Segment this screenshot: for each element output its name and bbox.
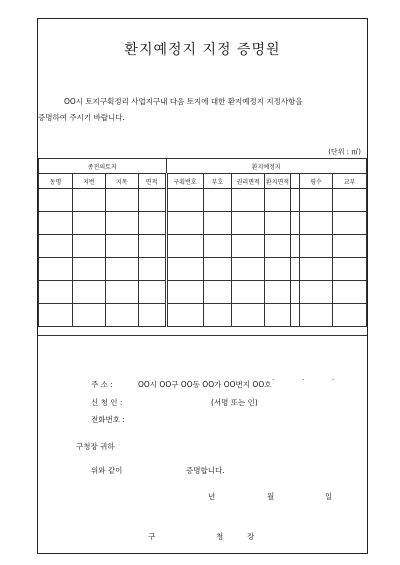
table-cell[interactable] <box>290 235 299 258</box>
table-cell[interactable] <box>203 235 232 258</box>
date-month: 월 <box>267 492 275 501</box>
table-column-header-row <box>39 174 367 189</box>
request-text-line-1: OO시 토지구획정리 사업지구내 다음 토지에 대한 환지예정지 지정사항을 <box>64 97 303 106</box>
table-cell[interactable] <box>138 189 166 212</box>
table-cell[interactable] <box>105 235 138 258</box>
table-cell[interactable] <box>72 235 105 258</box>
table-cell[interactable] <box>72 281 105 304</box>
column-header: 지번 <box>72 174 105 189</box>
table-cell[interactable] <box>333 212 367 235</box>
table-cell[interactable] <box>39 281 73 304</box>
group-header-previous-land: 종전의토지 <box>39 159 167 174</box>
table-cell[interactable] <box>232 281 265 304</box>
table-cell[interactable] <box>39 235 73 258</box>
applicant-label: 신 청 인 : <box>91 398 123 407</box>
date-year: 년 <box>208 492 216 501</box>
applicant-signature-note: (서명 또는 인) <box>211 398 258 407</box>
table-cell[interactable] <box>265 281 291 304</box>
column-header: 동명 <box>39 174 73 189</box>
column-header <box>290 174 299 189</box>
issuer-gu: 구 <box>148 532 156 541</box>
table-row <box>39 304 367 327</box>
request-text-line-2: 증명하여 주시기 바랍니다. <box>38 113 125 122</box>
table-cell[interactable] <box>72 258 105 281</box>
column-header: 지목 <box>105 174 138 189</box>
column-header: 면적 <box>138 174 166 189</box>
table-cell[interactable] <box>290 304 299 327</box>
table-cell[interactable] <box>166 281 203 304</box>
table-cell[interactable] <box>105 212 138 235</box>
table-cell[interactable] <box>166 235 203 258</box>
issuer-jang: 장 <box>247 532 255 541</box>
table-cell[interactable] <box>265 304 291 327</box>
table-cell[interactable] <box>166 304 203 327</box>
table-cell[interactable] <box>203 189 232 212</box>
table-cell[interactable] <box>333 189 367 212</box>
table-cell[interactable] <box>232 212 265 235</box>
table-cell[interactable] <box>138 281 166 304</box>
confirmation-left: 위와 같이 <box>91 466 123 475</box>
table-cell[interactable] <box>39 258 73 281</box>
table-cell[interactable] <box>39 189 73 212</box>
table-group-header-row <box>39 159 367 174</box>
column-header: 부호 <box>203 174 232 189</box>
table-cell[interactable] <box>300 189 333 212</box>
table-row <box>39 235 367 258</box>
column-header: 평수 <box>300 174 333 189</box>
dot-mark: . <box>272 374 275 382</box>
table-cell[interactable] <box>72 189 105 212</box>
table-row <box>39 281 367 304</box>
table-cell[interactable] <box>232 189 265 212</box>
table-cell[interactable] <box>105 304 138 327</box>
confirmation-right: 증명합니다. <box>186 466 225 475</box>
table-cell[interactable] <box>265 189 291 212</box>
land-table <box>38 158 367 327</box>
dot-mark: . <box>332 374 335 382</box>
table-cell[interactable] <box>265 212 291 235</box>
table-cell[interactable] <box>333 258 367 281</box>
table-row <box>39 258 367 281</box>
table-cell[interactable] <box>203 258 232 281</box>
table-cell[interactable] <box>290 281 299 304</box>
page-title: 환지예정지 지정 증명원 <box>124 42 281 58</box>
table-row <box>39 212 367 235</box>
table-cell[interactable] <box>290 258 299 281</box>
table-cell[interactable] <box>265 235 291 258</box>
table-cell[interactable] <box>300 212 333 235</box>
table-cell[interactable] <box>232 235 265 258</box>
table-cell[interactable] <box>203 304 232 327</box>
table-cell[interactable] <box>105 189 138 212</box>
table-cell[interactable] <box>203 281 232 304</box>
table-cell[interactable] <box>300 304 333 327</box>
date-day: 일 <box>325 492 333 501</box>
table-cell[interactable] <box>138 258 166 281</box>
group-header-replotting-land: 환지예정지 <box>166 159 367 174</box>
table-cell[interactable] <box>232 304 265 327</box>
table-cell[interactable] <box>138 304 166 327</box>
table-cell[interactable] <box>39 212 73 235</box>
column-header: 교부 <box>333 174 367 189</box>
dot-mark: . <box>302 374 305 382</box>
issuer-cheong: 청 <box>216 532 224 541</box>
table-cell[interactable] <box>333 281 367 304</box>
address-label: 주 소 : <box>91 380 113 389</box>
table-cell[interactable] <box>105 258 138 281</box>
table-cell[interactable] <box>290 212 299 235</box>
table-cell[interactable] <box>300 281 333 304</box>
table-cell[interactable] <box>265 258 291 281</box>
table-cell[interactable] <box>290 189 299 212</box>
phone-label: 전화번호 : <box>91 415 125 424</box>
table-cell[interactable] <box>232 258 265 281</box>
table-cell[interactable] <box>105 281 138 304</box>
table-cell[interactable] <box>166 189 203 212</box>
table-cell[interactable] <box>138 212 166 235</box>
recipient-line: 구청장 귀하 <box>76 442 115 451</box>
table-row <box>39 189 367 212</box>
table-cell[interactable] <box>300 258 333 281</box>
table-cell[interactable] <box>333 304 367 327</box>
certificate-form <box>37 18 368 554</box>
table-cell[interactable] <box>333 235 367 258</box>
table-cell[interactable] <box>72 212 105 235</box>
unit-label: (단위 : ㎡) <box>328 148 361 156</box>
table-cell[interactable] <box>166 258 203 281</box>
table-cell[interactable] <box>39 304 73 327</box>
table-cell[interactable] <box>166 212 203 235</box>
table-cell[interactable] <box>72 304 105 327</box>
column-header: 환지면적 <box>265 174 291 189</box>
table-cell[interactable] <box>138 235 166 258</box>
table-cell[interactable] <box>300 235 333 258</box>
section-divider <box>38 335 367 336</box>
address-value[interactable]: OO시 OO구 OO동 OO가 OO번지 OO호 <box>138 380 272 389</box>
column-header: 구획번호 <box>166 174 203 189</box>
column-header: 권리면적 <box>232 174 265 189</box>
table-cell[interactable] <box>203 212 232 235</box>
